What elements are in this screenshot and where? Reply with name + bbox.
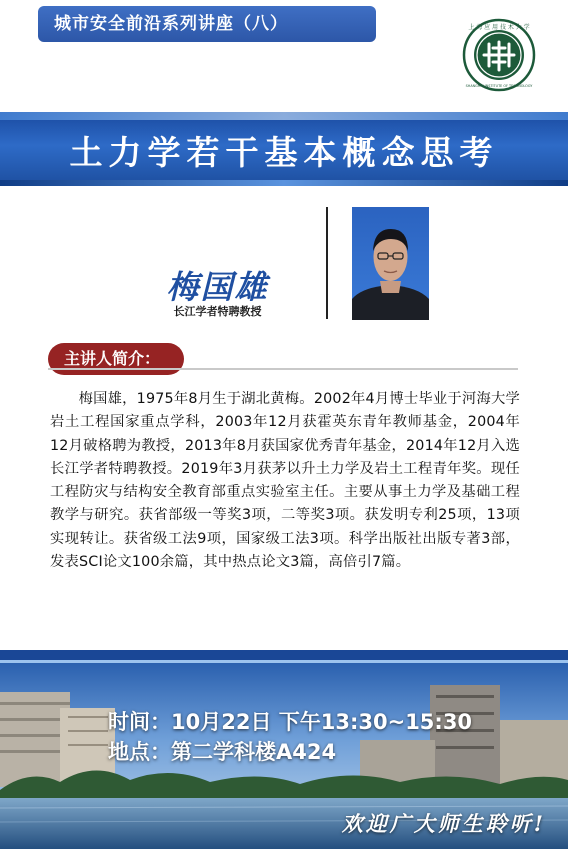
speaker-honor: 长江学者特聘教授 <box>173 305 262 318</box>
speaker-bio: 梅国雄，1975年8月生于湖北黄梅。2002年4月博士毕业于河海大学岩土工程国家重点学科，2003年12月获霍英东青年教师基金，2004年12月破格聘为教授，2013年8月获国家优秀青年基金，2014年12月入选长江学者特聘教授。2019年3月获茅以升土力学及岩土工程青年奖。现任工程防灾与结构安全教育部重点实验室主任。主要从事土力学及基础工程教学与研究。获省部级一等奖3项，二等奖3项。获发明专利25项，13项实现转让。获省级工法9项，国家级工法3项。科学出版社出版专著3部，发表SCI论文100余篇，其中热点论文3篇，高倍引7篇。 <box>50 391 520 571</box>
intro-heading: 主讲人简介： <box>48 343 184 375</box>
event-time: 时间：10月22日 下午13:30~15:30 <box>108 710 473 734</box>
logo-ring-text: 上 海 应 用 技 术 大 学 <box>468 24 530 31</box>
logo-sub-text: SHANGHAI INSTITUTE OF TECHNOLOGY <box>465 84 533 88</box>
speaker-portrait-photo <box>352 207 429 320</box>
series-label: 城市安全前沿系列讲座（八） <box>38 6 376 42</box>
vertical-divider <box>326 207 328 319</box>
speaker-name: 梅国雄 <box>166 268 269 306</box>
event-place: 地点：第二学科楼A424 <box>108 740 337 764</box>
lecture-title: 土力学若干基本概念思考 <box>69 133 499 172</box>
welcome-slogan: 欢迎广大师生聆听! <box>341 811 546 836</box>
intro-divider <box>48 368 518 370</box>
university-seal-icon <box>462 18 536 92</box>
